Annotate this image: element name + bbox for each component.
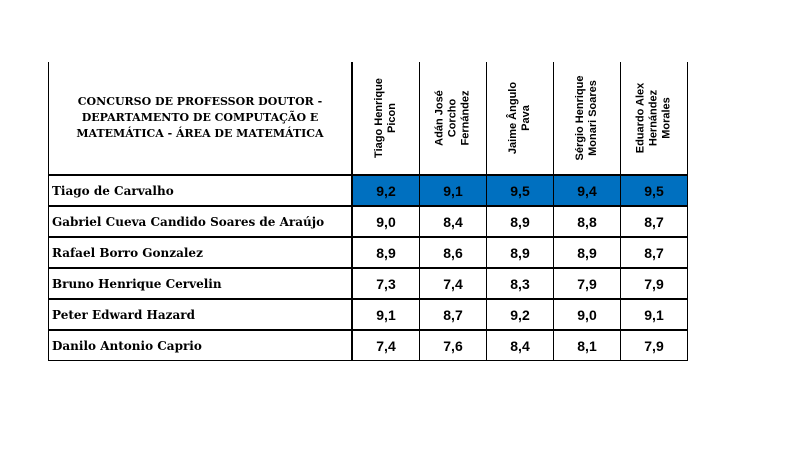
candidate-name: Tiago de Carvalho [49, 175, 353, 206]
score-cell: 8,8 [554, 206, 621, 237]
score-cell: 9,5 [621, 175, 688, 206]
candidate-name: Bruno Henrique Cervelin [49, 268, 353, 299]
judge-name-line: Eduardo Alex [634, 82, 647, 154]
title-line: MATEMÁTICA - ÁREA DE MATEMÁTICA [76, 127, 324, 140]
candidate-name: Peter Edward Hazard [49, 299, 353, 330]
judge-name-line: Corcho [446, 98, 459, 138]
score-cell: 8,9 [487, 237, 554, 268]
score-cell: 8,6 [420, 237, 487, 268]
score-cell: 7,9 [621, 268, 688, 299]
table-row [49, 206, 688, 237]
score-cell: 9,1 [352, 299, 420, 330]
score-cell: 7,4 [420, 268, 487, 299]
score-cell: 9,2 [487, 299, 554, 330]
score-cell: 8,7 [420, 299, 487, 330]
header-row [49, 62, 688, 175]
candidate-name: Rafael Borro Gonzalez [49, 237, 353, 268]
score-cell: 9,0 [352, 206, 420, 237]
judge-name-line: Picon [386, 103, 398, 133]
score-cell: 8,7 [621, 206, 688, 237]
score-cell: 9,2 [352, 175, 420, 206]
judge-name-line: Adán José [433, 90, 446, 146]
judge-name-line: Monari Soares [587, 80, 599, 156]
score-cell: 8,3 [487, 268, 554, 299]
judge-header [487, 62, 554, 175]
score-cell: 7,4 [352, 330, 420, 361]
candidate-name: Danilo Antonio Caprio [49, 330, 353, 361]
judge-header [621, 62, 688, 175]
score-cell: 7,9 [621, 330, 688, 361]
score-cell: 8,1 [554, 330, 621, 361]
score-cell: 8,9 [487, 206, 554, 237]
score-cell: 9,1 [621, 299, 688, 330]
score-cell: 8,9 [352, 237, 420, 268]
table-row [49, 268, 688, 299]
score-cell: 9,0 [554, 299, 621, 330]
judge-name-line: Fernández [459, 90, 472, 146]
score-cell: 7,3 [352, 268, 420, 299]
score-cell: 8,4 [420, 206, 487, 237]
score-cell: 8,7 [621, 237, 688, 268]
table-row [49, 237, 688, 268]
candidate-name: Gabriel Cueva Candido Soares de Araújo [49, 206, 353, 237]
table-title [49, 62, 353, 175]
title-line: CONCURSO DE PROFESSOR DOUTOR - [77, 95, 323, 108]
score-cell: 9,5 [487, 175, 554, 206]
score-cell: 9,4 [554, 175, 621, 206]
scores-table [48, 62, 688, 361]
table-row [49, 175, 688, 206]
score-cell: 8,4 [487, 330, 554, 361]
score-cell: 7,6 [420, 330, 487, 361]
table-row [49, 330, 688, 361]
judge-header [420, 62, 487, 175]
judge-name-line: Tiago Henrique [373, 78, 385, 158]
score-cell: 9,1 [420, 175, 487, 206]
judge-name-line: Pava [520, 105, 532, 131]
judge-name-line: Sérgio Henrique [574, 75, 586, 161]
judge-header [554, 62, 621, 175]
judge-name-line: Hernández [647, 89, 660, 147]
title-line: DEPARTAMENTO DE COMPUTAÇÃO E [81, 111, 319, 124]
table-row [49, 299, 688, 330]
judge-header [352, 62, 420, 175]
score-cell: 8,9 [554, 237, 621, 268]
score-cell: 7,9 [554, 268, 621, 299]
judge-name-line: Jaime Ângulo [507, 81, 519, 155]
judge-name-line: Morales [660, 97, 673, 139]
